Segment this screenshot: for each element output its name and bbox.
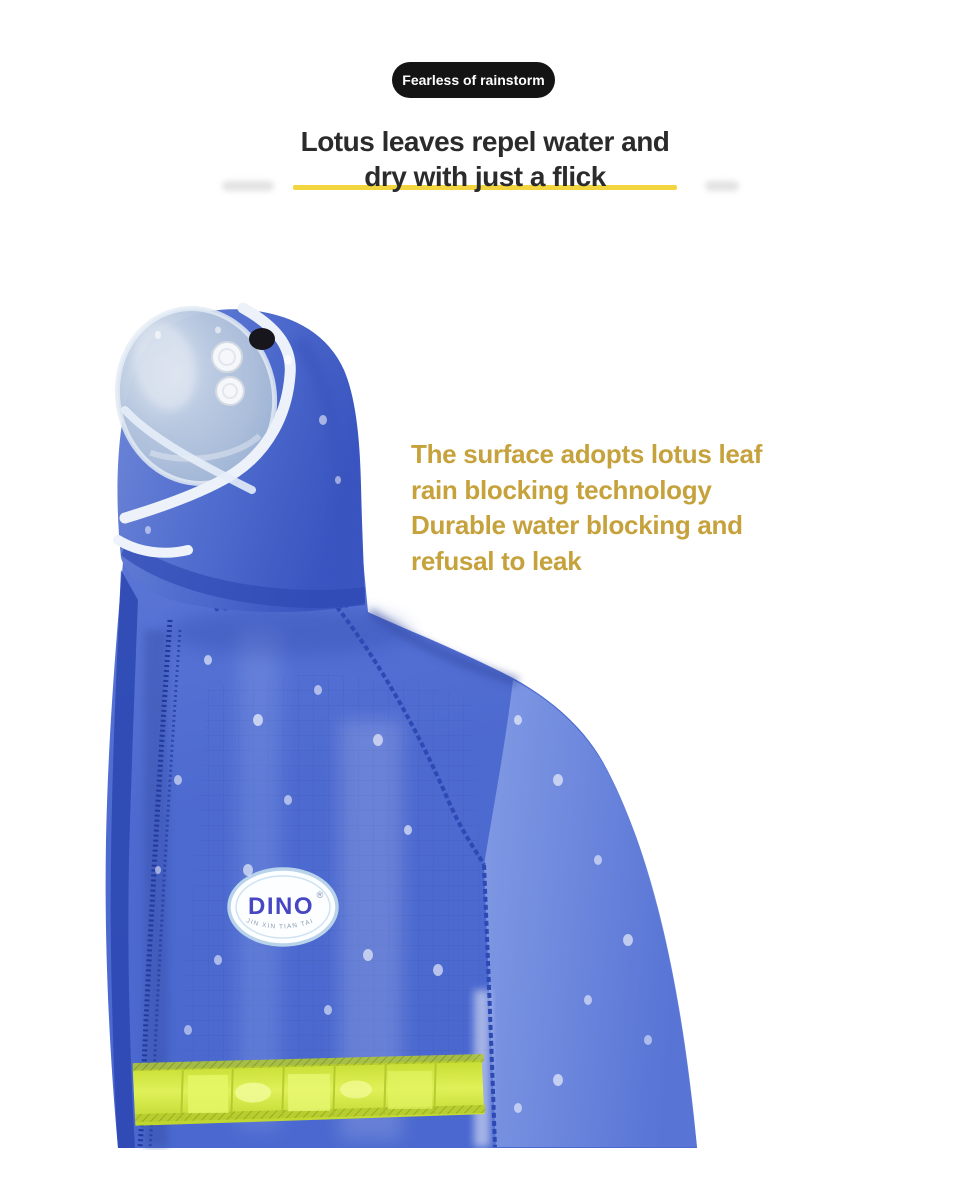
logo-registered-mark: ® [316,890,324,900]
headline [10,124,960,194]
brand-logo-patch [229,869,337,945]
logo-sub-text: JIN XIN TIAN TAI [245,917,315,931]
white-snap-button [212,342,242,372]
reflective-stripe [133,1054,486,1126]
logo-brand-text: DINO [248,893,314,920]
top-badge: Fearless of rainstorm [392,62,555,98]
headline-line-2: dry with just a flick [364,161,606,192]
black-snap-button [249,328,275,350]
raincoat-product-photo [88,300,710,1150]
feature-line: refusal to leak [411,545,582,576]
headline-line-1: Lotus leaves repel water and [300,126,670,157]
white-snap-button [216,377,244,405]
feature-line: Durable water blocking and [411,510,743,540]
feature-line: The surface adopts lotus leaf [411,439,763,469]
feature-line: rain blocking technology [411,474,712,505]
raincoat-hood [99,300,365,612]
feature-description [411,437,762,579]
